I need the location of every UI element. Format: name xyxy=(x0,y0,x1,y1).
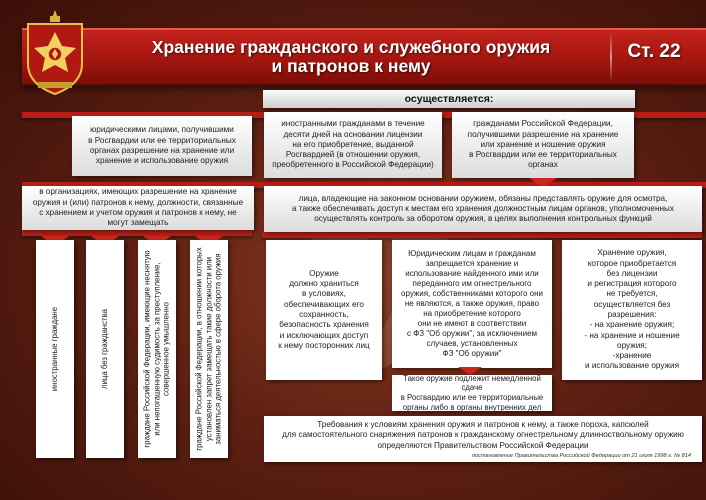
right-mid-ribbon xyxy=(262,232,702,238)
column-stateless-persons: лица без гражданства xyxy=(86,240,124,458)
article-number: Ст. 22 xyxy=(627,41,681,62)
found-weapon-prohibition-box: Юридическим лицам и гражданам запрещается хранение и использование найденного ими или переданного им огнестрельного оружия, собственниками которого они не являются, а также оружия, право на приобретение которого они не имеют в соответствии с ФЗ "Об оружии", за исключением случаев, установленных ФЗ "Об оружии" xyxy=(392,240,552,368)
inspection-obligation-box: лица, владеющие на законном основании оружием, обязаны представлять оружие для осмотра, а также обеспечивать доступ к местам его хранения должностным лицам органов, уполномоченных осуществлять контроль за оборотом оружия, в целях выполнения контрольных функций xyxy=(264,186,702,232)
carried-out-label: осуществляется: xyxy=(263,90,635,108)
column-foreign-citizens: иностранные граждане xyxy=(36,240,74,458)
government-requirements-box: Требования к условиям хранения оружия и патронов к нему, а также пороха, капсюлей для самостоятельного снаряжения патронов к гражданскому огнестрельному длинноствольному оружию определяются Правительством Российской Федерации xyxy=(264,416,702,462)
rosgvardia-emblem-icon xyxy=(24,10,86,96)
foreign-citizens-box: иностранными гражданами в течение десяти дней на основании лицензии на его приобретение, выданной Росгвардией (в отношении оружия, преобретенного в Российской Федерации) xyxy=(264,112,442,178)
government-decree-note: постановление Правительства Российской Федерации от 21 июля 1998 г. № 814 xyxy=(471,453,691,459)
no-license-storage-box: Хранение оружия, которое приобретается без лицензии и регистрация которого не требуется, осуществляется без разрешения: - на хранение оружия; - на хранение и ношение оружия; -хранение и использование оружия xyxy=(562,240,702,380)
storage-conditions-box: Оружие должно храниться в условиях, обеспечивающих его сохранность, безопасность хранения и исключающих доступ к нему посторонних лиц xyxy=(266,240,382,380)
page-title xyxy=(96,38,606,76)
column-banned-citizens: граждане Российской Федерации, в отношении которых установлен запрет замещать такие должности или заниматься деятельностью в сфере оборота оружия xyxy=(190,240,228,458)
legal-entities-box: юридическими лицами, получившими в Росгвардии или ее территориальных органах разрешение на хранение или хранение и использование оружия xyxy=(72,116,252,176)
column-convicted-citizens: граждане Российской Федерации, имеющие неснятую или непогашенную судимость за преступление, совершенное умышленно xyxy=(138,240,176,458)
header-divider xyxy=(610,32,612,82)
title-line-1: Хранение гражданского и служебного оружия xyxy=(151,37,551,57)
title-line-2: и патронов к нему xyxy=(271,56,431,76)
positions-restriction-box: в организациях, имеющих разрешение на хранение оружия и (или) патронов к нему, должности, связанные с хранением и учетом оружия и патронов к нему, не могут замещать xyxy=(22,186,254,230)
surrender-box: Такое оружие подлежит немедленной сдаче в Росгвардию или ее территориальные органы либо в органы внутренних дел xyxy=(392,375,552,411)
russian-citizens-box: гражданами Российской Федерации, получившими разрешение на хранение или хранение и ношение оружия в Росгвардии или ее территориальных органах xyxy=(452,112,634,178)
